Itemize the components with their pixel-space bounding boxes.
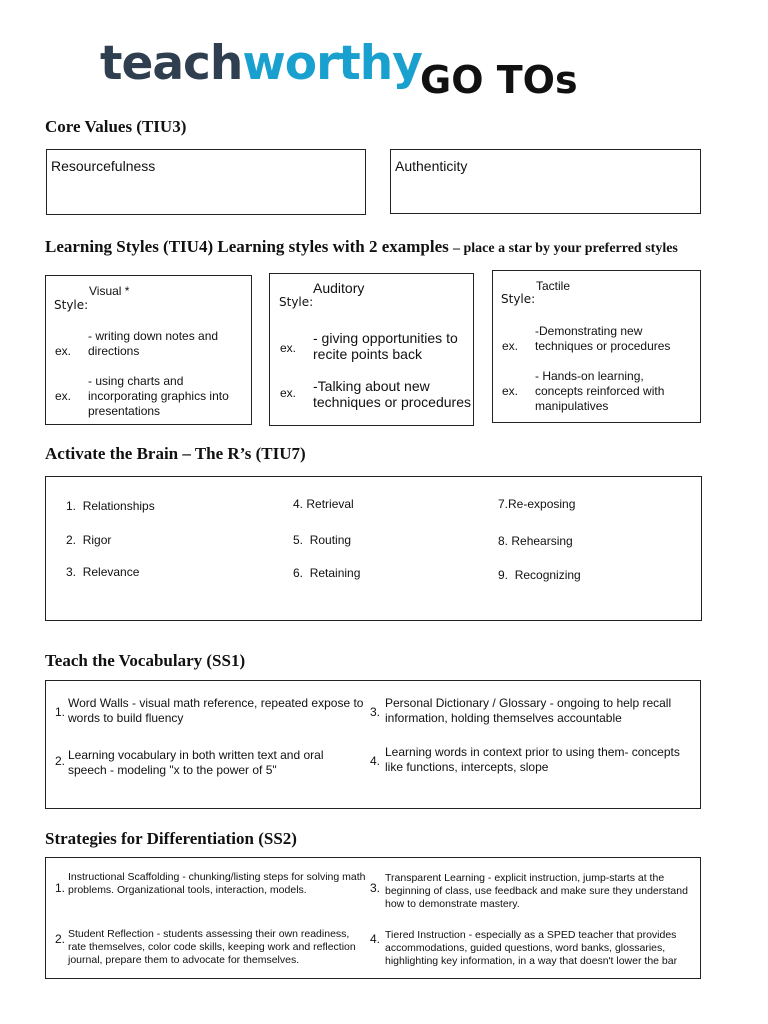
diff-num-4: 4. [370,932,381,946]
style-label: Style: [54,298,89,312]
diff-item-2: Student Reflection - students assessing their own readiness, rate themselves, color code skills, keeping work and reflection journal, prepare them to advocate for themselves. [68,928,356,966]
activate-brain-heading: Activate the Brain – The R’s (TIU7) [45,444,306,463]
r-item-4: 4. Retrieval [293,497,354,511]
style-box-visual [45,275,252,425]
vocab-num-3: 3. [370,705,381,719]
diff-num-3: 3. [370,881,381,895]
core-value-box-1 [46,149,366,215]
diff-box [45,857,701,979]
ex-label: ex. [280,341,297,355]
page-title: GO TOs [420,58,578,102]
style-example-1: - writing down notes and directions [88,329,219,358]
r-item-6: 6. Retaining [293,566,361,580]
r-item-1: 1. Relationships [66,499,155,513]
learning-styles-heading: Learning Styles (TIU4) Learning styles with 2 examples – place a star by your preferred styles [45,237,678,256]
r-item-8: 8. Rehearsing [498,534,573,548]
r-item-5: 5. Routing [293,533,352,547]
style-label: Style: [501,292,536,306]
diff-num-2: 2. [55,932,66,946]
ex-label: ex. [502,384,519,398]
style-example-2: - using charts and incorporating graphics into presentations [88,374,229,418]
style-example-2: -Talking about new techniques or procedures [313,378,471,410]
core-value-box-2 [390,149,701,214]
vocab-item-2: Learning vocabulary in both written text and oral speech - modeling "x to the power of 5" [68,748,324,777]
differentiation-heading: Strategies for Differentiation (SS2) [45,829,297,848]
style-name: Tactile [536,279,571,293]
core-values-heading: Core Values (TIU3) [45,117,187,136]
r-item-2: 2. Rigor [66,533,112,547]
style-example-2: - Hands-on learning, concepts reinforced with manipulatives [535,369,665,413]
style-name: Visual * [89,284,130,298]
ex-label: ex. [55,389,72,403]
core-value-1: Resourcefulness [51,158,156,174]
style-box-tactile [492,270,701,423]
ex-label: ex. [280,386,297,400]
style-name: Auditory [313,280,365,296]
teachworthy-logo: teachworthy [100,36,422,91]
style-label: Style: [279,295,314,309]
r-item-9: 9. Recognizing [498,568,581,582]
vocab-box [45,680,701,809]
diff-item-3: Transparent Learning - explicit instruction, jump-starts at the beginning of class, use feedback and make sure they understand how to demonstrate mastery. [385,872,688,910]
r-item-3: 3. Relevance [66,565,140,579]
style-example-1: -Demonstrating new techniques or procedures [535,324,671,353]
vocabulary-heading: Teach the Vocabulary (SS1) [45,651,246,670]
diff-item-4: Tiered Instruction - especially as a SPED teacher that provides accommodations, guided questions, word banks, glossaries, highlighting key information, in a way that doesn't lower the bar [385,929,678,967]
vocab-num-1: 1. [55,705,66,719]
rs-box [45,476,702,621]
vocab-num-4: 4. [370,754,381,768]
core-value-2: Authenticity [395,158,468,174]
vocab-num-2: 2. [55,754,66,768]
diff-num-1: 1. [55,881,66,895]
style-example-1: - giving opportunities to recite points back [313,330,458,362]
ex-label: ex. [55,344,72,358]
r-item-7: 7.Re-exposing [498,497,576,511]
style-box-auditory [269,273,474,426]
diff-item-1: Instructional Scaffolding - chunking/listing steps for solving math problems. Organizational tools, interaction, models. [68,871,366,896]
vocab-item-3: Personal Dictionary / Glossary - ongoing to help recall information, holding themselves accountable [385,696,672,725]
vocab-item-1: Word Walls - visual math reference, repeated expose to words to build fluency [68,696,364,725]
vocab-item-4: Learning words in context prior to using them- concepts like functions, intercepts, slope [385,745,680,774]
ex-label: ex. [502,339,519,353]
